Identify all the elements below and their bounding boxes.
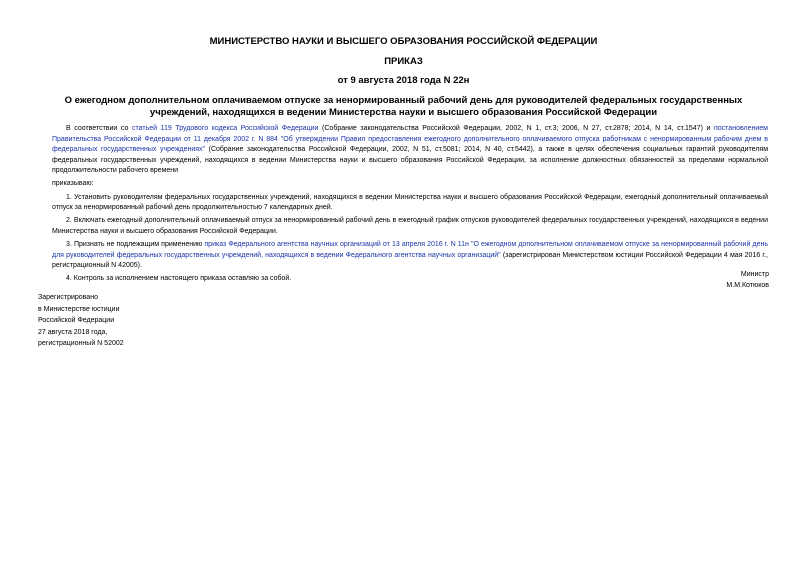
signature-name: М.М.Котюков (726, 282, 769, 289)
labor-code-article-link[interactable]: статьей 119 Трудового кодекса Российской Федерации (132, 125, 319, 132)
registration-line-5: регистрационный N 52002 (38, 340, 124, 347)
item-4: 4. Контроль за исполнением настоящего приказа оставляю за собой. (66, 275, 292, 283)
registration-line-4: 27 августа 2018 года, (38, 328, 108, 336)
document-date-number: от 9 августа 2018 года N 22н (337, 75, 470, 86)
preamble-text-1: В соответствии со (66, 125, 132, 132)
signature-position: Министр (740, 271, 769, 278)
document-title: О ежегодном дополнительном оплачиваемом отпуске за ненормированный рабочий день для руководителей федеральных государственных учреждений, находящихся в ведении Министерства науки и высшего образования Российской Федерации (64, 95, 743, 118)
item-2: 2. Включать ежегодный дополнительный оплачиваемый отпуск за ненормированный рабочий день в ежегодный график отпусков руководителей федеральных государственных учреждений, находящихся в ведении Министерства науки и высшего образования Российской Федерации. (52, 217, 768, 235)
fano-order-link[interactable]: приказ Федерального агентства научных организаций от 13 апреля 2016 г. N 11н "О ежегодном дополнительном оплачиваемом отпуске за ненормированный рабочий день для руководителей федеральных государственных учреждений, находящихся в ведении Федерального агентства научных организаций" (52, 240, 768, 259)
preamble-paragraph (52, 124, 768, 177)
item-1: 1. Установить руководителям федеральных государственных учреждений, находящихся в ведении Министерства науки и высшего образования Российской Федерации, ежегодный дополнительный оплачиваемый отпуск за ненормированный рабочий день продолжительностью 7 календарных дней. (52, 193, 768, 212)
signature-block (726, 269, 769, 291)
document-type-heading: ПРИКАЗ (384, 56, 423, 67)
order-word: приказываю: (52, 180, 94, 188)
document-body (52, 124, 768, 287)
registration-line-3: Российской Федерации (38, 317, 115, 324)
government-resolution-link[interactable]: постановлением Правительства Российской Федерации от 11 декабря 2002 г. N 884 "Об утверждении Правил предоставления ежегодного дополнительного оплачиваемого отпуска работникам с ненормированным рабочим днем в федеральных государственных учреждениях" (52, 125, 768, 154)
item-3-text-1: 3. Признать не подлежащим применению (66, 240, 205, 248)
registration-block (38, 292, 124, 350)
preamble-text-3: (Собрание законодательства Российской Федерации, 2002, N 51, ст.5081; 2014, N 40, ст.5442), а также в целях обеспечения социальных гарантий руководителям федеральных государственных учреждений, находящихся в ведении Министерства науки и высшего образования Российской Федерации, за исполнение должностных обязанностей за пределами нормальной продолжительности рабочего времени (52, 146, 769, 175)
registration-line-2: в Министерстве юстиции (38, 305, 120, 313)
ministry-heading: МИНИСТЕРСТВО НАУКИ И ВЫСШЕГО ОБРАЗОВАНИЯ РОССИЙСКОЙ ФЕДЕРАЦИИ (209, 36, 598, 47)
registration-line-1: Зарегистрировано (38, 294, 98, 301)
item-3 (52, 240, 768, 272)
preamble-text-2: (Собрание законодательства Российской Федерации, 2002, N 1, ст.3; 2006, N 27, ст.2878; 2014, N 14, ст.1547) и (318, 125, 714, 132)
item-3-text-2: (зарегистрирован Министерством юстиции Российской Федерации 4 мая 2016 г., регистрационный N 42005). (52, 251, 768, 270)
